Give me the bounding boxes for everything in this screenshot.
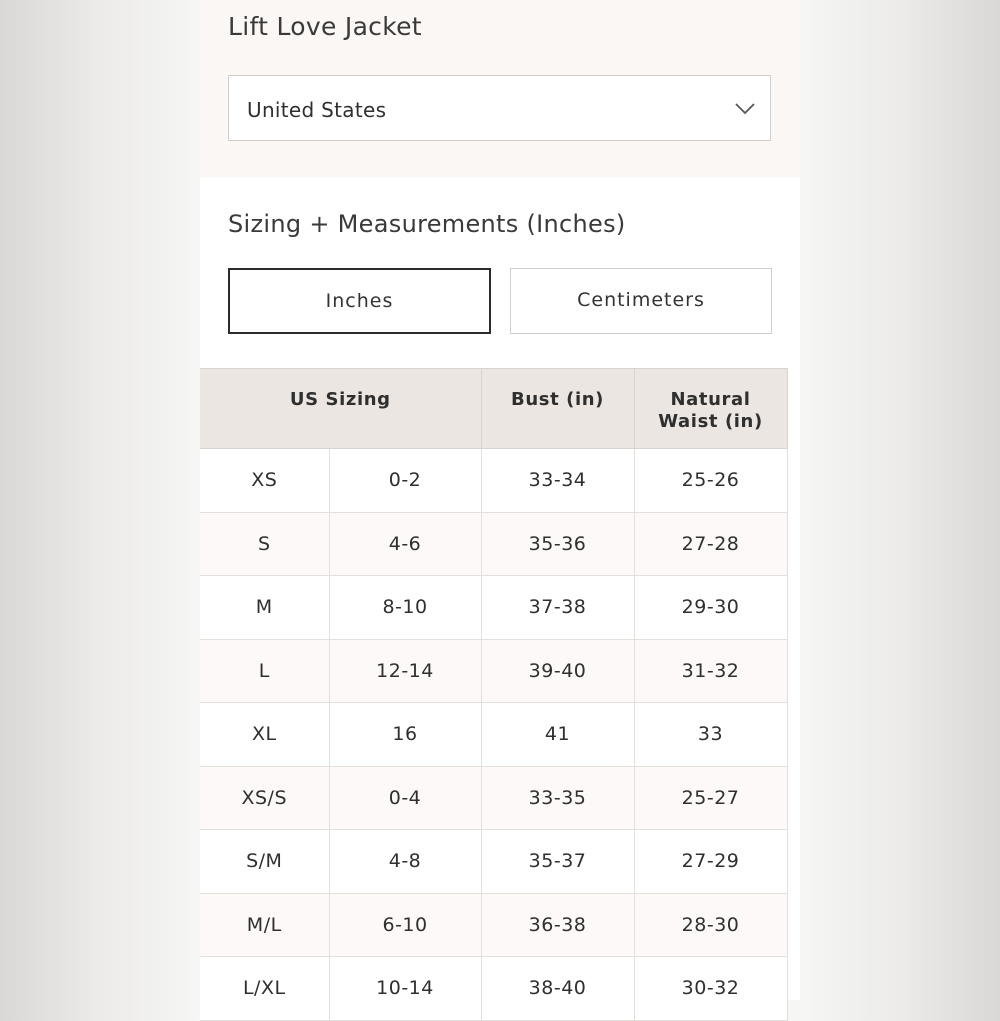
cell-us-size: 0-2 [329,449,481,513]
cell-bust: 35-36 [481,512,634,576]
cell-waist: 27-29 [634,830,787,894]
cell-size: XS [200,449,329,513]
cell-size: M/L [200,893,329,957]
cell-size: S/M [200,830,329,894]
cell-bust: 33-35 [481,766,634,830]
cell-us-size: 4-6 [329,512,481,576]
product-header [200,0,800,177]
cell-waist: 31-32 [634,639,787,703]
inches-button[interactable]: Inches [228,268,491,334]
cell-bust: 39-40 [481,639,634,703]
centimeters-button[interactable]: Centimeters [510,268,772,334]
cell-us-size: 4-8 [329,830,481,894]
table-row [200,893,787,957]
cell-us-size: 16 [329,703,481,767]
table-header-row [200,369,787,449]
cell-waist: 25-26 [634,449,787,513]
size-chart-panel [200,0,800,1000]
cell-size: XL [200,703,329,767]
table-row [200,957,787,1021]
table-row [200,830,787,894]
cell-size: L/XL [200,957,329,1021]
header-waist-line2: Waist (in) [658,411,763,432]
cell-waist: 25-27 [634,766,787,830]
cell-bust: 37-38 [481,576,634,640]
table-row [200,703,787,767]
table-row [200,639,787,703]
cell-us-size: 6-10 [329,893,481,957]
header-waist-line1: Natural [670,389,751,410]
cell-waist: 30-32 [634,957,787,1021]
country-select-value: United States [247,98,387,122]
header-bust: Bust (in) [481,369,634,449]
cell-bust: 38-40 [481,957,634,1021]
size-chart-table [200,368,788,1021]
table-row [200,449,787,513]
cell-waist: 27-28 [634,512,787,576]
cell-size: S [200,512,329,576]
chevron-down-icon [734,98,756,120]
cell-bust: 35-37 [481,830,634,894]
header-natural-waist [634,369,787,449]
cell-us-size: 10-14 [329,957,481,1021]
table-row [200,576,787,640]
cell-waist: 33 [634,703,787,767]
cell-us-size: 8-10 [329,576,481,640]
country-select[interactable] [228,75,771,141]
cell-size: M [200,576,329,640]
product-title: Lift Love Jacket [228,12,422,41]
cell-bust: 33-34 [481,449,634,513]
cell-waist: 29-30 [634,576,787,640]
table-row [200,766,787,830]
cell-size: XS/S [200,766,329,830]
table-row [200,512,787,576]
cell-us-size: 12-14 [329,639,481,703]
cell-bust: 36-38 [481,893,634,957]
cell-waist: 28-30 [634,893,787,957]
cell-us-size: 0-4 [329,766,481,830]
header-us-sizing: US Sizing [200,369,481,449]
cell-size: L [200,639,329,703]
cell-bust: 41 [481,703,634,767]
section-title: Sizing + Measurements (Inches) [228,210,626,238]
